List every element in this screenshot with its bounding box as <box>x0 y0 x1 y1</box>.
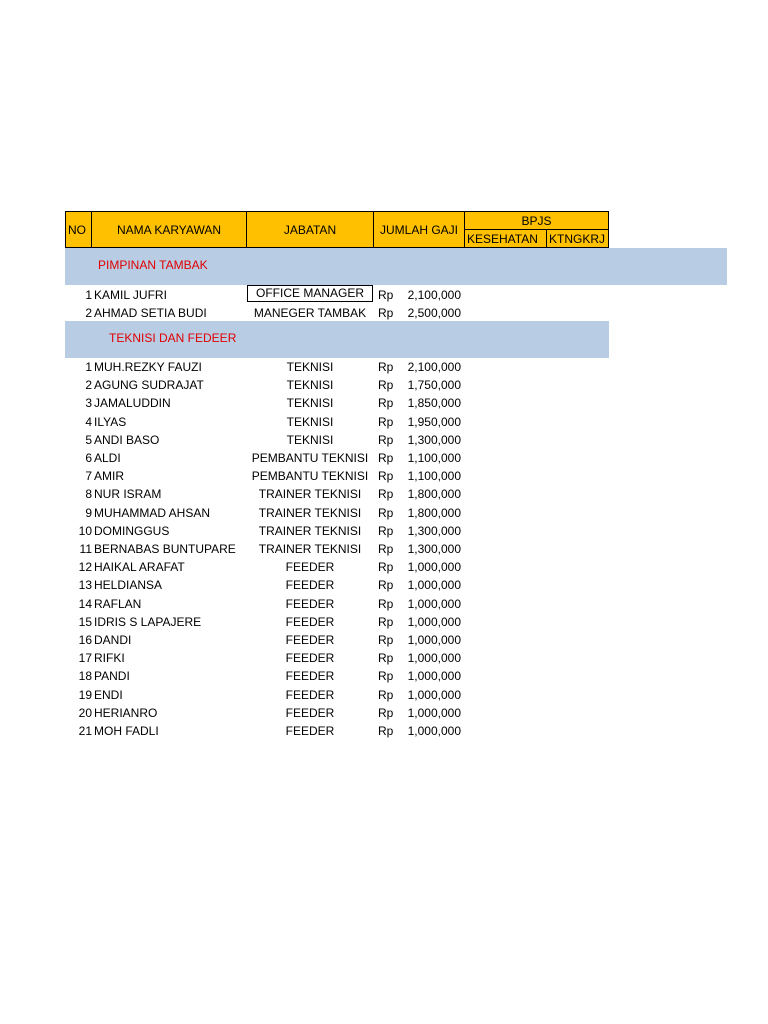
salary-amount[interactable]: 1,000,000 <box>407 651 461 666</box>
table-row[interactable] <box>0 540 768 558</box>
currency-label[interactable]: Rp <box>378 360 394 374</box>
row-number[interactable]: 1 <box>85 360 92 374</box>
row-number[interactable]: 17 <box>78 651 92 666</box>
header-nama-karyawan[interactable]: NAMA KARYAWAN <box>91 211 247 248</box>
employee-name[interactable]: KAMIL JUFRI <box>94 288 167 302</box>
salary-amount[interactable]: 1,100,000 <box>407 469 461 484</box>
employee-name[interactable]: MOH FADLI <box>94 724 159 738</box>
table-row[interactable] <box>0 613 768 631</box>
currency-label[interactable]: Rp <box>378 633 394 647</box>
currency-label[interactable]: Rp <box>378 487 394 502</box>
currency-label[interactable]: Rp <box>378 596 394 611</box>
currency-label[interactable]: Rp <box>378 724 394 738</box>
table-row[interactable] <box>0 722 768 740</box>
job-title[interactable]: TEKNISI <box>286 396 334 411</box>
employee-name[interactable]: BERNABAS BUNTUPARE <box>94 542 236 556</box>
row-number[interactable]: 10 <box>78 523 92 538</box>
employee-name[interactable]: ILYAS <box>94 414 127 429</box>
currency-label[interactable]: Rp <box>378 669 394 684</box>
employee-name[interactable]: ANDI BASO <box>94 432 160 447</box>
job-title[interactable]: MANEGER TAMBAK <box>253 306 367 320</box>
row-number[interactable]: 14 <box>78 596 92 611</box>
row-number[interactable]: 9 <box>85 505 92 520</box>
table-row[interactable] <box>0 522 768 540</box>
header-kesehatan[interactable]: KESEHATAN <box>464 229 547 248</box>
salary-amount[interactable]: 1,300,000 <box>407 523 461 538</box>
table-row[interactable] <box>0 449 768 467</box>
row-number[interactable]: 4 <box>85 414 92 429</box>
table-row[interactable] <box>0 286 768 304</box>
salary-amount[interactable]: 1,000,000 <box>407 578 461 593</box>
employee-name[interactable]: AGUNG SUDRAJAT <box>94 378 204 393</box>
header-jumlah-gaji[interactable]: JUMLAH GAJI <box>373 211 465 248</box>
employee-name[interactable]: MUHAMMAD AHSAN <box>94 505 211 520</box>
employee-name[interactable]: AHMAD SETIA BUDI <box>94 306 207 320</box>
employee-name[interactable]: NUR ISRAM <box>94 487 162 502</box>
currency-label[interactable]: Rp <box>378 705 394 720</box>
table-row[interactable] <box>0 631 768 649</box>
row-number[interactable]: 3 <box>85 396 92 411</box>
job-title[interactable]: FEEDER <box>285 724 335 738</box>
employee-name[interactable]: ALDI <box>94 451 121 465</box>
salary-amount[interactable]: 1,000,000 <box>407 560 461 575</box>
table-row[interactable] <box>0 504 768 522</box>
row-number[interactable]: 7 <box>85 469 92 484</box>
job-title[interactable]: PEMBANTU TEKNISI <box>251 469 369 484</box>
job-title[interactable]: TEKNISI <box>286 360 334 374</box>
salary-amount[interactable]: 1,100,000 <box>407 451 461 465</box>
employee-name[interactable]: IDRIS S LAPAJERE <box>94 614 202 629</box>
job-title[interactable]: TRAINER TEKNISI <box>258 542 362 556</box>
currency-label[interactable]: Rp <box>378 451 394 465</box>
salary-amount[interactable]: 1,000,000 <box>407 724 461 738</box>
salary-amount[interactable]: 1,800,000 <box>407 487 461 502</box>
salary-amount[interactable]: 1,000,000 <box>407 633 461 647</box>
table-row[interactable] <box>0 376 768 394</box>
table-row[interactable] <box>0 558 768 576</box>
currency-label[interactable]: Rp <box>378 578 394 593</box>
table-row[interactable] <box>0 686 768 704</box>
employee-name[interactable]: PANDI <box>94 669 130 684</box>
row-number[interactable]: 8 <box>85 487 92 502</box>
row-number[interactable]: 21 <box>78 724 92 738</box>
currency-label[interactable]: Rp <box>378 651 394 666</box>
row-number[interactable]: 1 <box>85 288 92 302</box>
salary-amount[interactable]: 2,500,000 <box>407 306 461 320</box>
currency-label[interactable]: Rp <box>378 432 394 447</box>
table-row[interactable] <box>0 704 768 722</box>
row-number[interactable]: 13 <box>78 578 92 593</box>
job-title[interactable]: FEEDER <box>285 633 335 647</box>
table-row[interactable] <box>0 358 768 376</box>
currency-label[interactable]: Rp <box>378 614 394 629</box>
salary-amount[interactable]: 2,100,000 <box>407 360 461 374</box>
job-title[interactable]: TEKNISI <box>286 432 334 447</box>
row-number[interactable]: 2 <box>85 378 92 393</box>
table-row[interactable] <box>0 413 768 431</box>
row-number[interactable]: 18 <box>78 669 92 684</box>
currency-label[interactable]: Rp <box>378 378 394 393</box>
header-no[interactable]: NO <box>65 211 92 248</box>
currency-label[interactable]: Rp <box>378 414 394 429</box>
currency-label[interactable]: Rp <box>378 523 394 538</box>
salary-amount[interactable]: 1,750,000 <box>407 378 461 393</box>
row-number[interactable]: 11 <box>79 542 92 556</box>
employee-name[interactable]: RAFLAN <box>94 596 142 611</box>
job-title[interactable]: OFFICE MANAGER <box>247 285 373 302</box>
table-row[interactable] <box>0 667 768 685</box>
table-row[interactable] <box>0 485 768 503</box>
table-row[interactable] <box>0 467 768 485</box>
table-row[interactable] <box>0 576 768 594</box>
currency-label[interactable]: Rp <box>378 469 394 484</box>
job-title[interactable]: PEMBANTU TEKNISI <box>251 451 369 465</box>
employee-name[interactable]: HELDIANSA <box>94 578 163 593</box>
currency-label[interactable]: Rp <box>378 396 394 411</box>
employee-name[interactable]: ENDI <box>94 687 123 702</box>
currency-label[interactable]: Rp <box>378 288 394 302</box>
salary-amount[interactable]: 1,000,000 <box>407 669 461 684</box>
currency-label[interactable]: Rp <box>378 306 394 320</box>
header-bpjs[interactable]: BPJS <box>464 211 609 230</box>
header-ktngkrj[interactable]: KTNGKRJ <box>546 229 609 248</box>
job-title[interactable]: TRAINER TEKNISI <box>258 505 362 520</box>
job-title[interactable]: FEEDER <box>285 669 335 684</box>
currency-label[interactable]: Rp <box>378 560 394 575</box>
employee-name[interactable]: RIFKI <box>94 651 125 666</box>
section-label-pimpinan: PIMPINAN TAMBAK <box>98 258 208 272</box>
row-number[interactable]: 6 <box>85 451 92 465</box>
employee-name[interactable]: MUH.REZKY FAUZI <box>94 360 202 374</box>
table-row[interactable] <box>0 649 768 667</box>
currency-label[interactable]: Rp <box>378 687 394 702</box>
job-title[interactable]: FEEDER <box>285 596 335 611</box>
employee-name[interactable]: HERIANRO <box>94 705 158 720</box>
currency-label[interactable]: Rp <box>378 542 394 556</box>
job-title[interactable]: TEKNISI <box>286 378 334 393</box>
job-title[interactable]: FEEDER <box>285 614 335 629</box>
currency-label[interactable]: Rp <box>378 505 394 520</box>
salary-amount[interactable]: 1,300,000 <box>407 432 461 447</box>
job-title[interactable]: FEEDER <box>285 705 335 720</box>
row-number[interactable]: 15 <box>78 614 92 629</box>
job-title[interactable]: FEEDER <box>285 687 335 702</box>
salary-amount[interactable]: 1,000,000 <box>407 705 461 720</box>
employee-name[interactable]: DOMINGGUS <box>94 523 170 538</box>
section-label-teknisi: TEKNISI DAN FEDEER <box>109 331 237 345</box>
job-title[interactable]: FEEDER <box>285 578 335 593</box>
row-number[interactable]: 19 <box>78 687 92 702</box>
job-title[interactable]: FEEDER <box>285 560 335 575</box>
salary-amount[interactable]: 1,000,000 <box>407 614 461 629</box>
table-row[interactable] <box>0 595 768 613</box>
row-number[interactable]: 12 <box>78 560 92 575</box>
row-number[interactable]: 5 <box>85 432 92 447</box>
salary-amount[interactable]: 1,000,000 <box>407 596 461 611</box>
employee-name[interactable]: DANDI <box>94 633 132 647</box>
job-title[interactable]: TRAINER TEKNISI <box>258 487 362 502</box>
salary-amount[interactable]: 1,850,000 <box>407 396 461 411</box>
job-title[interactable]: TEKNISI <box>286 414 334 429</box>
salary-amount[interactable]: 2,100,000 <box>407 288 461 302</box>
job-title[interactable]: FEEDER <box>285 651 335 666</box>
employee-name[interactable]: AMIR <box>94 469 124 484</box>
salary-amount[interactable]: 1,950,000 <box>407 414 461 429</box>
salary-amount[interactable]: 1,300,000 <box>407 542 461 556</box>
salary-amount[interactable]: 1,800,000 <box>407 505 461 520</box>
row-number[interactable]: 16 <box>78 633 92 647</box>
header-jabatan[interactable]: JABATAN <box>246 211 374 248</box>
row-number[interactable]: 2 <box>85 306 92 320</box>
salary-amount[interactable]: 1,000,000 <box>407 687 461 702</box>
row-number[interactable]: 20 <box>78 705 92 720</box>
table-row[interactable] <box>0 394 768 412</box>
table-row[interactable] <box>0 431 768 449</box>
employee-name[interactable]: JAMALUDDIN <box>94 396 171 411</box>
employee-name[interactable]: HAIKAL ARAFAT <box>94 560 185 575</box>
job-title[interactable]: TRAINER TEKNISI <box>258 523 362 538</box>
table-row[interactable] <box>0 304 768 322</box>
